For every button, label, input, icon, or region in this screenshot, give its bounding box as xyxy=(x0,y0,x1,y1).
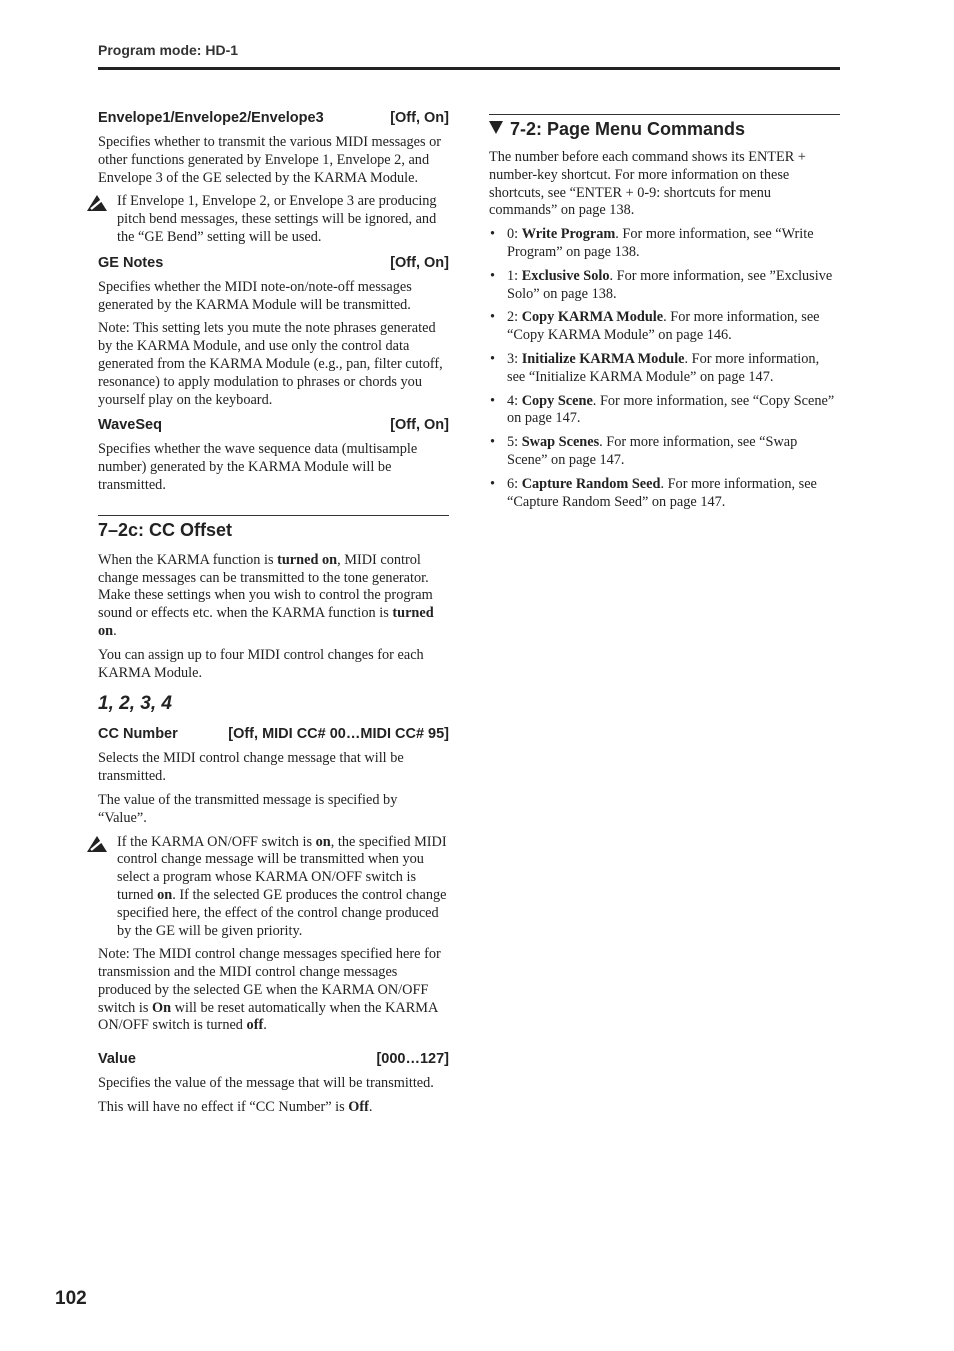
param-note: Note: The MIDI control change messages specified here for transmission and the MIDI control change messages produced by the selected GE when the KARMA ON/OFF switch is On will be reset automatically when the KARMA ON/OFF switch is turned off. xyxy=(98,946,441,1034)
caution-note xyxy=(98,193,449,246)
cc-offset-intro: When the KARMA function is turned on, MIDI control change messages can be transmitted to the tone generator. Make these settings when you wish to control the program sound or effects etc. when the KARMA function is turned on. xyxy=(98,551,434,639)
caution-note xyxy=(98,834,449,941)
triangle-down-icon xyxy=(489,121,503,134)
param-name: WaveSeq xyxy=(98,417,162,434)
param-name: Value xyxy=(98,1051,136,1068)
page-number: 102 xyxy=(55,1288,87,1309)
param-waveseq xyxy=(98,415,449,435)
caution-text: If Envelope 1, Envelope 2, or Envelope 3 are producing pitch bend messages, these settings will be ignored, and the “GE Bend” setting will be used. xyxy=(117,193,437,245)
param-name: GE Notes xyxy=(98,254,164,271)
param-description: Selects the MIDI control change message that will be transmitted. xyxy=(98,750,404,785)
param-description: This will have no effect if “CC Number” is Off. xyxy=(98,1099,373,1116)
param-range: [Off, On] xyxy=(390,417,449,434)
list-item: • 2: Copy KARMA Module. For more information, see “Copy KARMA Module” on page 146. xyxy=(490,309,820,344)
subsection-title: 1, 2, 3, 4 xyxy=(98,693,172,715)
cc-offset-assign: You can assign up to four MIDI control changes for each KARMA Module. xyxy=(98,646,424,681)
header-rule xyxy=(98,67,840,70)
param-range: [Off, On] xyxy=(390,254,449,271)
param-description: Specifies whether to transmit the various MIDI messages or other functions generated by Envelope 1, Envelope 2, and Envelope 3 of the GE selected by the KARMA Module. xyxy=(98,134,442,186)
list-item: • 5: Swap Scenes. For more information, see “Swap Scene” on page 147. xyxy=(490,434,798,468)
list-item: • 0: Write Program. For more information, see “Write Program” on page 138. xyxy=(490,226,814,260)
param-description: The value of the transmitted message is specified by “Value”. xyxy=(98,791,398,826)
list-item: • 6: Capture Random Seed. For more information, see “Capture Random Seed” on page 147. xyxy=(490,475,817,510)
left-column xyxy=(98,108,449,1123)
running-head: Program mode: HD-1 xyxy=(98,42,239,58)
menu-intro: The number before each command shows its ENTER + number-key shortcut. For more information on these shortcuts, see “ENTER + 0-9: shortcuts for menu commands” on page 138. xyxy=(489,149,806,219)
param-ge-notes xyxy=(98,253,449,273)
param-cc-number xyxy=(98,724,449,744)
param-range: [000…127] xyxy=(376,1051,449,1068)
param-description: Specifies whether the wave sequence data (multisample number) generated by the KARMA Module will be transmitted. xyxy=(98,441,418,493)
param-description: Specifies the value of the message that will be transmitted. xyxy=(98,1075,434,1092)
section-title-cc-offset: 7–2c: CC Offset xyxy=(98,519,233,540)
list-item: • 3: Initialize KARMA Module. For more information, see “Initialize KARMA Module” on page 147. xyxy=(490,350,820,385)
section-rule xyxy=(489,114,840,115)
list-item: • 1: Exclusive Solo. For more information, see ”Exclusive Solo” on page 138. xyxy=(490,267,833,302)
right-column xyxy=(489,108,840,517)
command-list xyxy=(489,226,840,511)
param-note: Note: This setting lets you mute the note phrases generated by the KARMA Module, and use only the control data generated from the KARMA Module (e.g., pan, filter cutoff, resonance) to apply modulation to phrases or chords you yourself play on the keyboard. xyxy=(98,320,443,408)
param-description: Specifies whether the MIDI note-on/note-off messages generated by the KARMA Module will be transmitted. xyxy=(98,278,412,313)
caution-pencil-icon xyxy=(86,835,108,853)
param-range: [Off, MIDI CC# 00…MIDI CC# 95] xyxy=(228,726,449,743)
caution-text: If the KARMA ON/OFF switch is on, the specified MIDI control change message will be transmitted when you select a program whose KARMA ON/OFF switch is turned on. If the selected GE produces the control change specified here, the effect of the control change produced by the GE will be given priority. xyxy=(117,833,447,939)
caution-pencil-icon xyxy=(86,194,108,212)
param-range: [Off, On] xyxy=(390,110,449,126)
list-item: • 4: Copy Scene. For more information, see “Copy Scene” on page 147. xyxy=(490,392,835,427)
param-name: Envelope1/Envelope2/Envelope3 xyxy=(98,110,324,126)
section-title-page-menu: 7-2: Page Menu Commands xyxy=(489,118,840,140)
section-rule xyxy=(98,515,449,516)
param-envelopes xyxy=(98,108,449,128)
param-name: CC Number xyxy=(98,726,178,743)
param-value xyxy=(98,1049,449,1069)
